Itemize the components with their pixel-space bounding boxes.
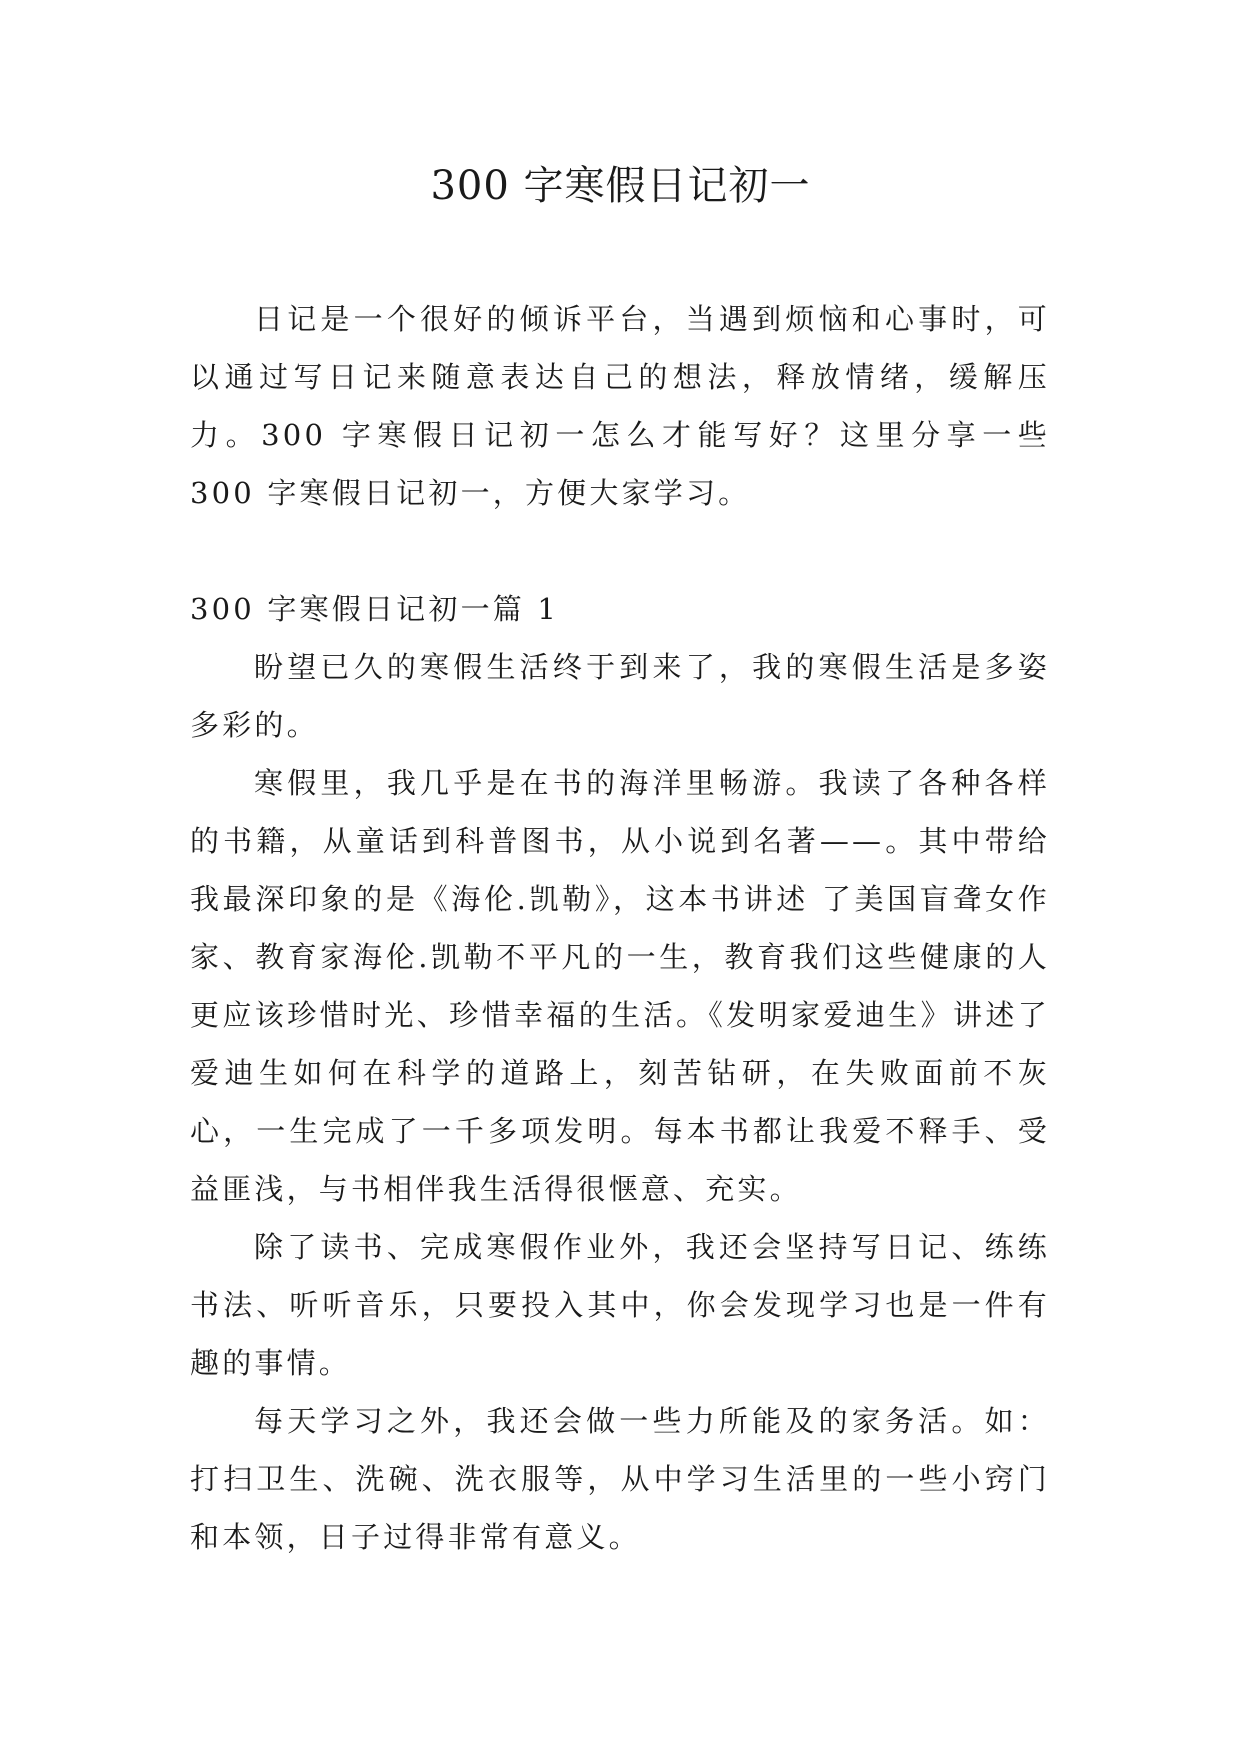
body-paragraph-3: 除了读书、完成寒假作业外，我还会坚持写日记、练练书法、听听音乐，只要投入其中，你会发现学习也是一件有趣的事情。 <box>190 1230 1050 1380</box>
section-heading: 300 字寒假日记初一篇 1 <box>190 592 560 626</box>
document-title: 300 字寒假日记初一 <box>430 163 811 209</box>
document-body <box>190 290 1050 1566</box>
body-paragraph-1: 盼望已久的寒假生活终于到来了，我的寒假生活是多姿多彩的。 <box>190 650 1050 742</box>
body-paragraph-4: 每天学习之外，我还会做一些力所能及的家务活。如：打扫卫生、洗碗、洗衣服等，从中学习生活里的一些小窍门和本领，日子过得非常有意义。 <box>190 1404 1050 1554</box>
intro-paragraph: 日记是一个很好的倾诉平台，当遇到烦恼和心事时，可以通过写日记来随意表达自己的想法，释放情绪，缓解压力。300 字寒假日记初一怎么才能写好？这里分享一些 300 字寒假日记初一，方便大家学习。 <box>190 302 1050 510</box>
body-paragraph-2: 寒假里，我几乎是在书的海洋里畅游。我读了各种各样的书籍，从童话到科普图书，从小说到名著——。其中带给我最深印象的是《海伦.凯勒》，这本书讲述 了美国盲聋女作家、教育家海伦.凯勒不平凡的一生，教育我们这些健康的人更应该珍惜时光、珍惜幸福的生活。《发明家爱迪生》讲述了爱迪生如何在科学的道路上，刻苦钻研，在失败面前不灰心，一生完成了一千多项发明。每本书都让我爱不释手、受益匪浅，与书相伴我生活得很惬意、充实。 <box>190 766 1050 1206</box>
